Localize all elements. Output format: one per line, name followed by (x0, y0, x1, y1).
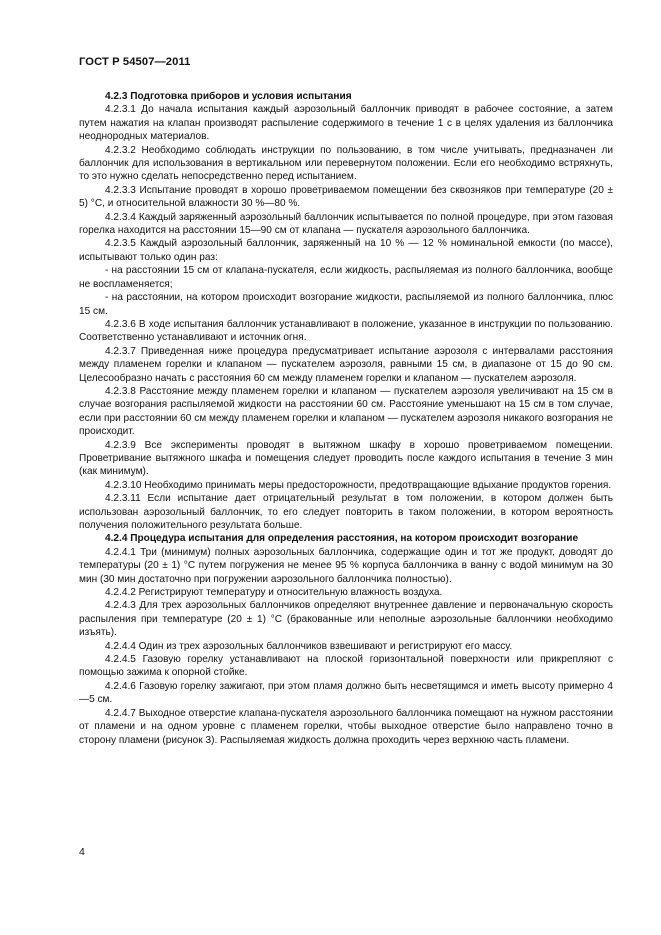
paragraph: 4.2.4.5 Газовую горелку устанавливают на плоской горизонтальной поверхности или прикрепляют с помощью зажима к опорной стойке. (79, 654, 613, 679)
paragraph: 4.2.4.7 Выходное отверстие клапана-пускателя аэрозольного баллончика помещают на нужном расстоянии от пламени и на одном уровне с пламенем горелки, чтобы выходное отверстие было направлено точно в сторону пламени (рисунок 3). Распыляемая жидкость должна проходить через верхнюю часть пламени. (79, 707, 613, 746)
paragraph: 4.2.3.5 Каждый аэрозольный баллончик, заряженный на 10 % — 12 % номинальной емкости (по массе), испытывают только один раз: (79, 238, 613, 263)
paragraph: 4.2.3.8 Расстояние между пламенем горелки и клапаном — пускателем аэрозоля увеличивают на 15 см в случае возгорания распыляемой жидкости на расстоянии 60 см. Расстояние уменьшают на 15 см в том случае, если при расстоянии 60 см между пламенем горелки и клапаном — пускателем аэрозоля никакого возгорания не происходит. (79, 385, 613, 438)
paragraph: 4.2.3.1 До начала испытания каждый аэрозольный баллончик приводят в рабочее состояние, а затем путем нажатия на клапан производят распыление содержимого в течение 1 с в целях удаления из баллончика неоднородных материалов. (79, 104, 613, 143)
document-body (79, 90, 613, 747)
paragraph: 4.2.4.1 Три (минимум) полных аэрозольных баллончика, содержащие один и тот же продукт, доводят до температуры (20 ± 1) °С путем погружения не менее 95 % корпуса баллончика в ванну с водой минимум на 30 мин (30 мин достаточно при погружении аэрозольного баллончика полностью). (79, 546, 613, 585)
page-header-standard: ГОСТ Р 54507—2011 (79, 56, 191, 68)
paragraph: 4.2.4.3 Для трех аэрозольных баллончиков определяют внутреннее давление и первоначальную скорость распыления при температуре (20 ± 1) °С (бракованные или неполные аэрозольные баллончики необходимо изъять). (79, 600, 613, 639)
page-number: 4 (79, 846, 85, 858)
paragraph: 4.2.3.9 Все эксперименты проводят в вытяжном шкафу в хорошо проветриваемом помещении. Проветривание вытяжного шкафа и помещения следует проводить после каждого испытания в течение 3 мин (как минимум). (79, 439, 613, 478)
list-item: - на расстоянии, на котором происходит возгорание жидкости, распыляемой из полного баллончика, плюс 15 см. (79, 292, 613, 317)
section-heading: 4.2.4 Процедура испытания для определения расстояния, на котором происходит возгорание (105, 533, 579, 545)
paragraph: 4.2.3.10 Необходимо принимать меры предосторожности, предотвращающие вдыхание продуктов горения. (105, 479, 612, 491)
paragraph: 4.2.4.4 Один из трех аэрозольных баллончиков взвешивают и регистрируют его массу. (105, 640, 513, 652)
paragraph: 4.2.3.2 Необходимо соблюдать инструкции по пользованию, в том числе учитывать, предназначен ли баллончик для использования в вертикальном или перевернутом положении. Если его необходимо встряхнуть, то это нужно сделать непосредственно перед испытанием. (79, 144, 613, 183)
paragraph: 4.2.4.6 Газовую горелку зажигают, при этом пламя должно быть несветящимся и иметь высоту примерно 4—5 см. (79, 680, 613, 706)
paragraph: 4.2.3.11 Если испытание дает отрицательный результат в том положении, в котором должен быть использован аэрозольный баллончик, то его следует повторить в таком положении, в котором вероятность получения положительного результата больше. (79, 493, 613, 531)
paragraph: 4.2.4.2 Регистрируют температуру и относительную влажность воздуха. (105, 587, 443, 599)
paragraph: 4.2.3.6 В ходе испытания баллончик устанавливают в положение, указанное в инструкции по пользованию. Соответственно устанавливают и источник огня. (79, 318, 613, 344)
list-item: - на расстоянии 15 см от клапана-пускателя, если жидкость, распыляемая из полного баллончика, вообще не воспламеняется; (79, 265, 613, 290)
section-heading: 4.2.3 Подготовка приборов и условия испытания (105, 91, 352, 102)
paragraph: 4.2.3.4 Каждый заряженный аэрозольный баллончик испытывается по полной процедуре, при этом газовая горелка находится на расстоянии 15—90 см от клапана — пускателя аэрозольного баллончика. (79, 211, 613, 237)
paragraph: 4.2.3.3 Испытание проводят в хорошо проветриваемом помещении без сквозняков при температуре (20 ± 5) °С, и относительной влажности 30 %—80 %. (79, 184, 613, 210)
paragraph: 4.2.3.7 Приведенная ниже процедура предусматривает испытание аэрозоля с интервалами расстояния между пламенем горелки и клапаном — пускателем аэрозоля, равными 15 см, в диапазоне от 15 до 90 см. Целесообразно начать с расстояния 60 см между пламенем горелки и клапаном — пускателем аэрозоля. (79, 345, 613, 384)
